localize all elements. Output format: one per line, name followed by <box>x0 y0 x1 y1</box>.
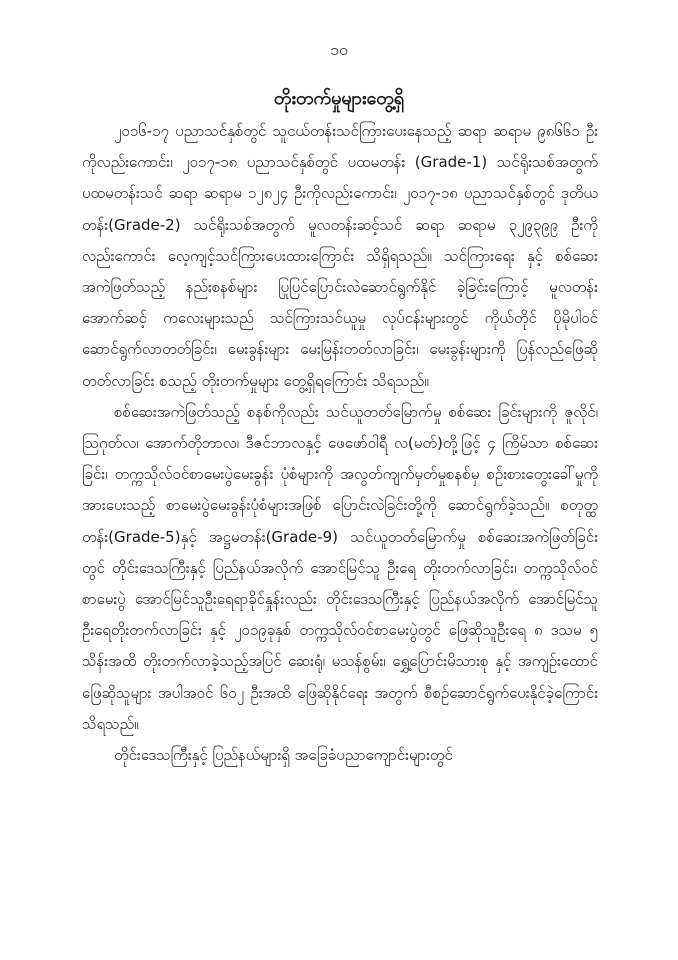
section-heading: တိုးတက်မှုများတွေ့ရှိ <box>273 88 405 109</box>
paragraph: စစ်ဆေးအကဲဖြတ်သည့် စနစ်ကိုလည်း သင်ယူတတ်မြောက်မှု စစ်ဆေး ခြင်းများကို ဇူလိုင်၊ သြဂုတ်လ၊ အောက်တိုဘာလ၊ ဒီဇင်ဘာလနှင့် ဖေဖော်ဝါရီ လ(မတ်)တို့ဖြင့် ၄ ကြိမ်သာ စစ်ဆေးခြင်း၊ တက္ကသိုလ်ဝင်စာမေးပွဲမေးခွန်း ပုံစံများကို အလွတ်ကျက်မှတ်မှုစနစ်မှ စဉ်းစားတွေးခေါ်မှုကို အားပေးသည့် စာမေးပွဲမေးခွန်းပုံစံများအဖြစ် ပြောင်းလဲခြင်းတို့ကို ဆောင်ရွက်ခဲ့သည်။ စတုတ္ထတန်း(Grade-5)နှင့် အဋ္ဌမတန်း(Grade-9) သင်ယူတတ်မြောက်မှု စစ်ဆေးအကဲဖြတ်ခြင်းတွင် တိုင်းဒေသကြီးနှင့် ပြည်နယ်အလိုက် အောင်မြင်သူ ဦးရေ တိုးတက်လာခြင်း၊ တက္ကသိုလ်ဝင်စာမေးပွဲ အောင်မြင်သူဦးရေရာခိုင်နှုန်းလည်း တိုင်းဒေသကြီးနှင့် ပြည်နယ်အလိုက် အောင်မြင်သူဦးရေတိုးတက်လာခြင်း နှင့် ၂၀၁၉ခုနှစ် တက္ကသိုလ်ဝင်စာမေးပွဲတွင် ဖြေဆိုသူဦးရေ ၈ ဒသမ ၅ သိန်းအထိ တိုးတက်လာခဲ့သည့်အပြင် ဆေးရုံ၊ မသန်စွမ်း၊ ရွှေ့ပြောင်းမိသားစု နှင့် အကျဉ်းထောင် ဖြေဆိုသူများ အပါအဝင် ၆၀၂ ဦးအထိ ဖြေဆိုနိုင်ရေး အတွက် စီစဉ်ဆောင်ရွက်ပေးနိုင်ခဲ့ကြောင်း သိရသည်။ <box>82 402 598 733</box>
paragraph: ၂၀၁၆-၁၇ ပညာသင်နှစ်တွင် သူငယ်တန်းသင်ကြားပေးနေသည့် ဆရာ ဆရာမ ၉၈၆၆၁ ဦးကိုလည်းကောင်း၊ ၂၀၁၇-၁၈ ပညာသင်နှစ်တွင် ပထမတန်း (Grade-1) သင်ရိုးသစ်အတွက် ပထမတန်းသင် ဆရာ ဆရာမ ၁၂၈၂၄ ဦးကိုလည်းကောင်း၊ ၂၀၁၇-၁၈ ပညာသင်နှစ်တွင် ဒုတိယတန်း(Grade-2) သင်ရိုးသစ်အတွက် မူလတန်းဆင့်သင် ဆရာ ဆရာမ ၃၂၉၃၉၉ ဦးကို လည်းကောင်း လေ့ကျင့်သင်ကြားပေးထားကြောင်း သိရှိရသည်။ သင်ကြားရေး နှင့် စစ်ဆေးအကဲဖြတ်သည့် နည်းစနစ်များ ပြုပြင်ပြောင်းလဲဆောင်ရွက်နိုင် ခဲ့ခြင်းကြောင့် မူလတန်းအောက်ဆင့် ကလေးများသည် သင်ကြားသင်ယူမှု လုပ်ငန်းများတွင် ကိုယ်တိုင် ပိုမိုပါဝင်ဆောင်ရွက်လာတတ်ခြင်း၊ မေးခွန်းများ မေးမြန်းတတ်လာခြင်း၊ မေးခွန်းများကို ပြန်လည်ဖြေဆိုတတ်လာခြင်း စသည့် တိုးတက်မှုများ တွေ့ရှိရကြောင်း သိရသည်။ <box>82 122 598 390</box>
paragraph: တိုင်းဒေသကြီးနှင့် ပြည်နယ်များရှိ အခြေခံပညာကျောင်းများတွင် <box>114 746 453 765</box>
body-text <box>82 116 598 771</box>
page-number: ၁၀ <box>330 40 348 59</box>
